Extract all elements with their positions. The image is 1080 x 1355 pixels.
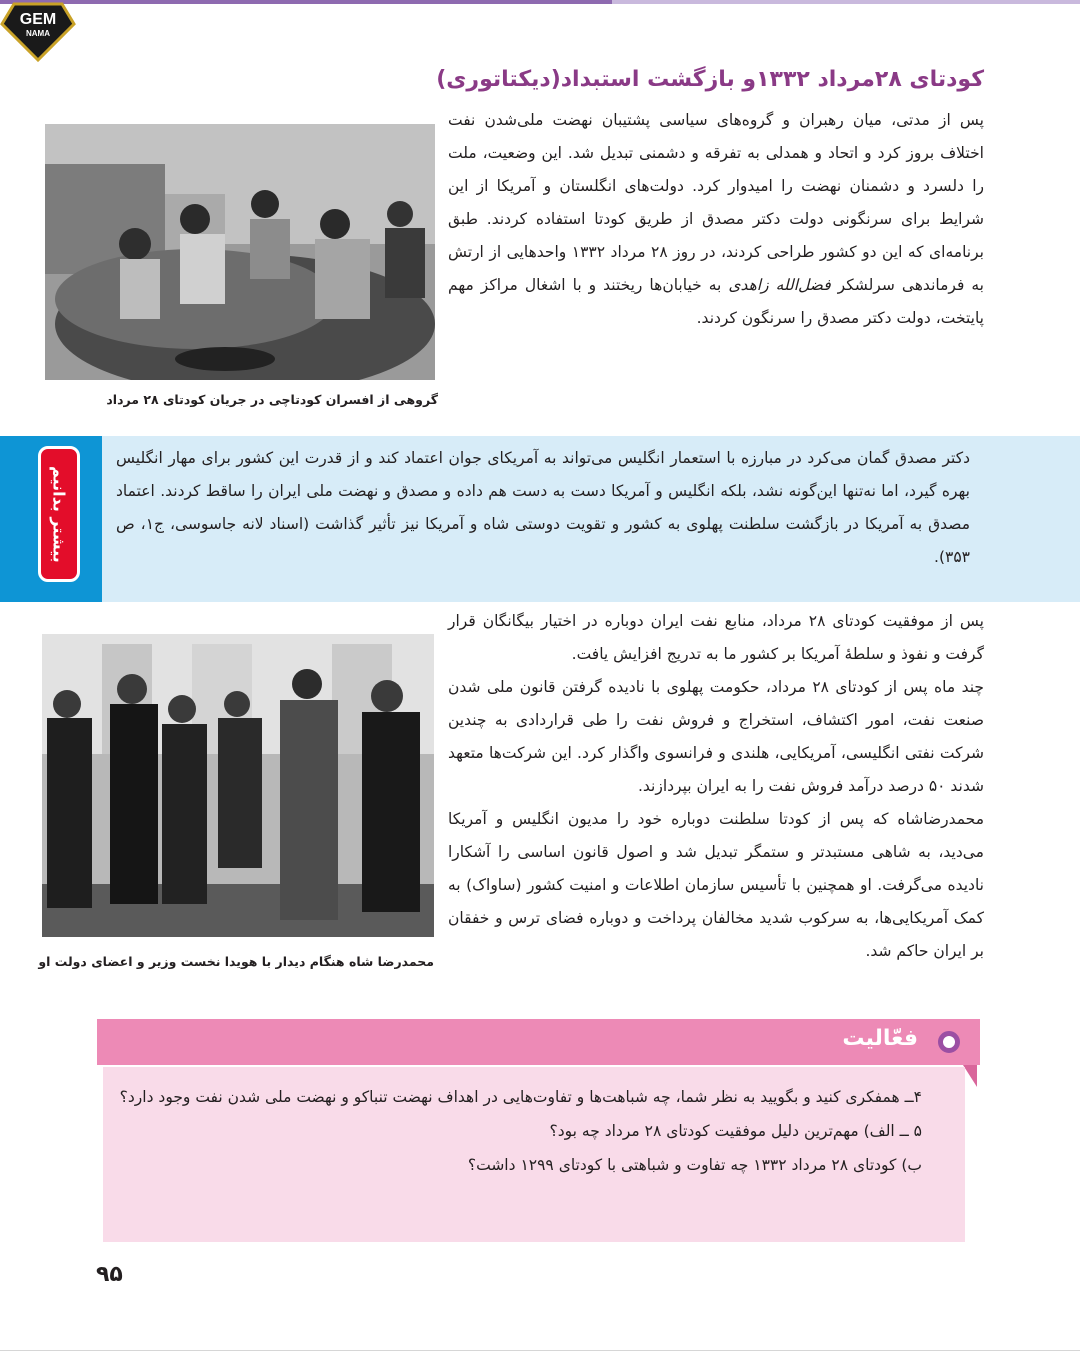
activity-questions [110,1080,922,1182]
top-accent-bar-light [612,0,1080,4]
activity-question-5a: ۵ ــ الف) مهم‌ترین دلیل موفقیت کودتای ۲۸ مرداد چه بود؟ [549,1122,922,1140]
paragraph-coup [448,104,984,335]
logo-subtext: NAMA [26,29,50,38]
page-number: ۹۵ [96,1262,123,1287]
photo1-caption: گروهی از افسران کودتاچی در جریان کودتای ۲۸ مرداد [106,392,438,407]
top-accent-bar [0,0,612,4]
activity-question-4: ۴ــ همفکری کنید و بگویید به نظر شما، چه شباهت‌ها و تفاوت‌هایی در اهداف نهضت تنباکو و نهضت ملی شدن نفت وجود دارد؟ [119,1088,922,1106]
paragraph-oil: پس از موفقیت کودتای ۲۸ مرداد، منابع نفت ایران دوباره در اختیار بیگانگان قرار گرفت و نفوذ و سلطهٔ آمریکا بر کشور ما به تدریج افزایش یافت. [448,612,984,663]
gemnama-logo [0,0,76,64]
photo2-caption: محمدرضا شاه هنگام دیدار با هویدا نخست وزیر و اعضای دولت او [38,954,434,969]
section2-text [448,605,984,968]
coup-officers-photo [45,124,435,380]
shah-hoveyda-photo [42,634,434,937]
paragraph-savak: محمدرضاشاه که پس از کودتا سلطنت دوباره خود را مدیون انگلیس و آمریکا می‌دید، به شاهی مستبدتر و ستمگر تبدیل شد و اصول قانون اساسی را آشکارا نادیده می‌گرفت. او همچنین با تأسیس سازمان اطلاعات و امنیت کشور (ساواک) به کمک آمریکایی‌ها، به سرکوب شدید مخالفان پرداخت و دوباره فضای ترس و خفقان بر ایران حاکم شد. [448,810,984,960]
bottom-divider [0,1350,1080,1351]
section-title: کودتای ۲۸مرداد ۱۳۳۲و بازگشت استبداد(دیکتاتوری) [436,66,984,92]
more-info-badge [38,446,80,582]
more-info-badge-label: بیشتر بدانیم [49,465,69,563]
activity-title: فعّالیت [842,1026,918,1051]
zahedi-name: فضل‌الله زاهدی [728,276,831,294]
more-info-text: دکتر مصدق گمان می‌کرد در مبارزه با استعمار انگلیس می‌تواند به آمریکای جوان اعتماد کند و از قدرت این کشور برای مهار انگلیس بهره گیرد، اما نه‌تنها این‌گونه نشد، بلکه انگلیس و آمریکا دست به دست هم داده و مصدق و نهضت ملی ایران را ساقط کردند. اعتماد مصدق به آمریکا در بازگشت سلطنت پهلوی به کشور و تقویت دوستی شاه و آمریکا نیز تأثیر گذاشت (اسناد لانه جاسوسی، ج۱، ص ۳۵۳). [116,449,971,566]
activity-bullet-icon [938,1031,960,1053]
paragraph-consortium: چند ماه پس از کودتای ۲۸ مرداد، حکومت پهلوی با نادیده گرفتن قانون ملی شدن صنعت نفت، امور اکتشاف، استخراج و فروش نفت را طی قراردادی به چندین شرکت نفتی انگلیسی، آمریکایی، هلندی و فرانسوی واگذار کرد. این شرکت‌ها متعهد شدند ۵۰ درصد درآمد فروش نفت را به ایران بپردازند. [448,678,984,795]
logo-text: GEM [19,11,57,28]
paragraph-coup-text-end: به خیابان‌ها ریختند و با اشغال مراکز مهم پایتخت، دولت دکتر مصدق را سرنگون کردند. [448,276,984,327]
activity-header-fold [963,1065,977,1087]
activity-question-5b: ب) کودتای ۲۸ مرداد ۱۳۳۲ چه تفاوت و شباهتی با کودتای ۱۲۹۹ داشت؟ [467,1156,922,1174]
paragraph-coup-text: پس از مدتی، میان رهبران و گروه‌های سیاسی پشتیبان نهضت ملی‌شدن نفت اختلاف بروز کرد و اتحاد و همدلی به تفرقه و دشمنی تبدیل شد. این وضعیت، ملت را دلسرد و دشمنان نهضت را امیدوار کرد. دولت‌های انگلستان و آمریکا از این شرایط برای سرنگونی دولت دکتر مصدق از طریق کودتا استفاده کردند. طبق برنامه‌ای که این دو کشور طراحی کردند، در روز ۲۸ مرداد ۱۳۳۲ واحدهایی از ارتش به فرماندهی سرلشکر [448,111,984,294]
